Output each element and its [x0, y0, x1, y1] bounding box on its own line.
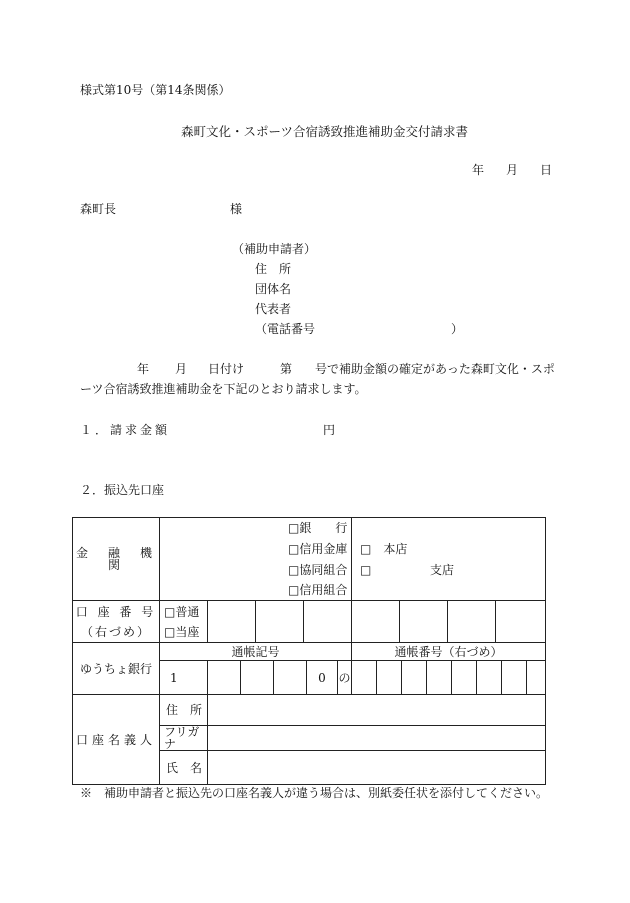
holder-address-row [73, 695, 546, 726]
holder-address-label: 住 所 [166, 703, 203, 717]
holder-address-label-cell [160, 695, 208, 726]
yucho-label: ゆうちょ銀行 [79, 661, 152, 676]
applicant-address-label: 住 所 [255, 262, 292, 276]
account-digit-7[interactable] [496, 601, 546, 643]
yucho-label-cell [73, 643, 160, 695]
branch-main-checkbox[interactable]: □ 本店 [360, 542, 408, 556]
yucho-header-row [73, 643, 546, 661]
code-digit-2[interactable] [208, 661, 241, 694]
account-type-ordinary[interactable]: □普通 [164, 604, 200, 619]
account-type-current[interactable]: □当座 [164, 624, 200, 639]
addressee-name: 森町長 [80, 202, 117, 216]
number-digit-5[interactable] [452, 661, 477, 694]
holder-name-input[interactable] [208, 751, 546, 785]
bank-type-shinkin[interactable]: □信用金庫 [288, 542, 348, 556]
section1-unit: 円 [323, 423, 336, 437]
account-type-cell[interactable] [160, 601, 208, 643]
date-month-label: 月 [506, 163, 519, 177]
date-day-label: 日 [540, 163, 553, 177]
bank-label: 金 融 機 関 [75, 546, 173, 572]
form-number: 様式第10号（第14条関係） [80, 83, 231, 97]
body-day: 日付け [208, 362, 245, 376]
body-line2: ーツ合宿誘致推進補助金を下記のとおり請求します。 [80, 382, 367, 396]
section2-label: ２．振込先口座 [80, 483, 165, 497]
footnote: ※ 補助申請者と振込先の口座名義人が違う場合は、別紙委任状を添付してください。 [80, 786, 549, 800]
applicant-phone-open: （電話番号 [255, 322, 316, 336]
bank-row [73, 518, 546, 601]
number-digit-6[interactable] [477, 661, 502, 694]
account-number-label: 口 座 番 号 [75, 604, 157, 619]
holder-kana-label: フリガナ [164, 725, 200, 751]
holder-name-label-cell [160, 751, 208, 785]
applicant-heading: （補助申請者） [232, 242, 317, 256]
applicant-phone-close: ） [451, 322, 464, 336]
code-digit-zero-text: 0 [318, 670, 326, 685]
body-year: 年 [137, 362, 150, 376]
document-title: 森町文化・スポーツ合宿誘致推進補助金交付請求書 [181, 124, 469, 139]
code-digit-1-text: 1 [170, 670, 178, 685]
holder-kana-label-cell [160, 726, 208, 751]
holder-label: 口座名義人 [75, 732, 156, 747]
body-month: 月 [175, 362, 188, 376]
addressee-honorific: 様 [230, 202, 243, 216]
passbook-code-label: 通帳記号 [231, 644, 280, 659]
account-digit-2[interactable] [256, 601, 304, 643]
applicant-org-label: 団体名 [255, 282, 292, 296]
number-digit-1[interactable] [352, 661, 377, 694]
body-line1-rest: 号で補助金額の確定があった森町文化・スポ [315, 362, 555, 376]
bank-name-cell[interactable] [160, 518, 352, 601]
passbook-code-cells[interactable] [160, 661, 352, 695]
account-digit-4[interactable] [352, 601, 400, 643]
account-number-row [73, 601, 546, 643]
number-digit-8[interactable] [527, 661, 545, 694]
account-digit-6[interactable] [448, 601, 496, 643]
account-number-label-right: （右づめ） [80, 624, 151, 639]
number-digit-4[interactable] [427, 661, 452, 694]
holder-kana-input[interactable] [208, 726, 546, 751]
account-digit-5[interactable] [400, 601, 448, 643]
holder-address-input[interactable] [208, 695, 546, 726]
number-digit-7[interactable] [502, 661, 527, 694]
code-digit-zero [307, 661, 338, 694]
holder-name-label: 氏 名 [166, 760, 203, 775]
code-no-text: の [338, 670, 351, 685]
branch-cell[interactable] [352, 518, 546, 601]
bank-account-table [72, 517, 546, 785]
number-digit-3[interactable] [402, 661, 427, 694]
code-digit-1 [160, 661, 208, 694]
passbook-number-label: 通帳番号（右づめ） [394, 644, 503, 659]
bank-type-kyodo[interactable]: □協同組合 [288, 563, 348, 577]
account-digit-3[interactable] [304, 601, 352, 643]
branch-suffix: 支店 [430, 563, 455, 577]
account-digit-1[interactable] [208, 601, 256, 643]
bank-type-shinkumi[interactable]: □信用組合 [288, 583, 348, 597]
date-year-label: 年 [472, 163, 485, 177]
bank-type-bank[interactable]: □銀 行 [288, 521, 348, 535]
bank-label-cell [73, 518, 173, 601]
account-number-label-cell [73, 601, 160, 643]
code-digit-4[interactable] [274, 661, 307, 694]
code-digit-3[interactable] [241, 661, 274, 694]
passbook-number-header [352, 643, 546, 661]
passbook-number-cells[interactable] [352, 661, 546, 695]
body-number-prefix: 第 [280, 362, 293, 376]
holder-label-cell [73, 695, 160, 785]
number-digit-2[interactable] [377, 661, 402, 694]
branch-other-checkbox[interactable]: □ [360, 563, 372, 577]
applicant-rep-label: 代表者 [255, 302, 292, 316]
section1-label: １．請求金額 [80, 423, 171, 437]
code-no-cell [338, 661, 351, 694]
passbook-code-header [160, 643, 352, 661]
